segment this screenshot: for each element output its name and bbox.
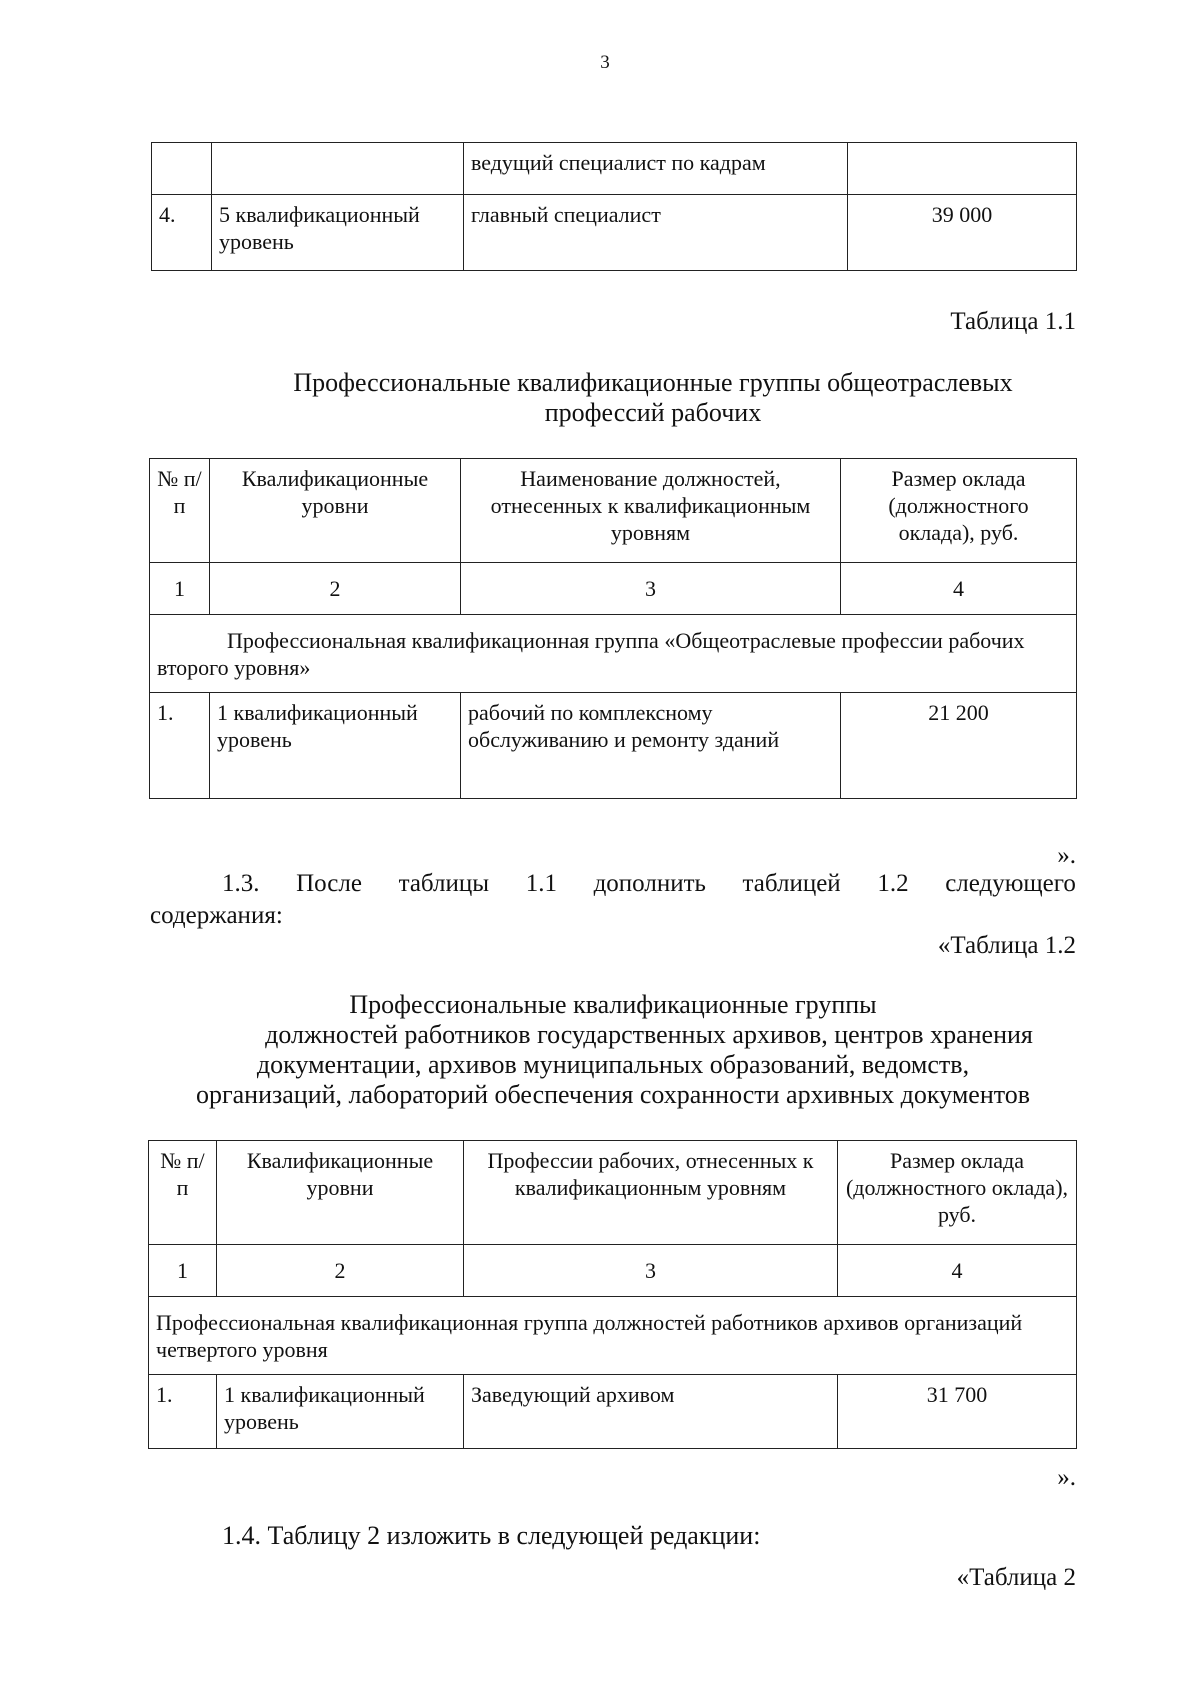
group-label: Профессиональная квалификационная группа должностей работников архивов организаций четвертого уровня (149, 1297, 1077, 1375)
header-row (150, 459, 1077, 563)
table-row (150, 693, 1077, 799)
table-row (152, 143, 1077, 195)
header-cell: Профессии рабочих, отнесенных к квалификационным уровням (464, 1141, 838, 1245)
header-cell: Квалификационные уровни (217, 1141, 464, 1245)
salary-cell: 21 200 (841, 693, 1077, 799)
table-title-line: организаций, лабораторий обеспечения сохранности архивных документов (195, 1080, 1031, 1109)
header-cell: Наименование должностей, отнесенных к квалификационным уровням (461, 459, 841, 563)
page-number: 3 (600, 52, 610, 73)
table-caption: «Таблица 2 (956, 1564, 1076, 1591)
table-title-line: Профессиональные квалификационные группы (349, 990, 877, 1019)
row-number-cell: 1. (149, 1375, 217, 1449)
word: 1.3. (222, 870, 260, 897)
row-number-cell: 4. (152, 195, 212, 271)
group-label (150, 615, 1077, 693)
table-row (152, 195, 1077, 271)
word: таблицы (398, 870, 490, 897)
table-caption: «Таблица 1.2 (937, 932, 1076, 959)
position-cell: Заведующий архивом (464, 1375, 838, 1449)
column-number: 3 (461, 563, 841, 615)
salary-cell: 39 000 (848, 195, 1077, 271)
group-row (150, 615, 1077, 693)
table-title-line: профессий рабочих (544, 398, 762, 427)
table-1-1 (149, 458, 1077, 799)
level-cell: 1 квалификационный уровень (217, 1375, 464, 1449)
table-title-line: должностей работников государственных архивов, центров хранения (265, 1020, 1033, 1049)
column-number: 1 (150, 563, 210, 615)
cell (152, 143, 212, 195)
column-number: 1 (149, 1245, 217, 1297)
paragraph-1-4: 1.4. Таблицу 2 изложить в следующей редакции: (222, 1521, 761, 1550)
row-number-cell: 1. (150, 693, 210, 799)
group-label-text: Профессиональная квалификационная группа «Общеотраслевые профессии рабочих второго уровня» (157, 628, 1025, 680)
header-row (149, 1141, 1077, 1245)
header-cell: Размер оклада (должностного оклада), руб. (838, 1141, 1077, 1245)
column-number-row (150, 563, 1077, 615)
group-row (149, 1297, 1077, 1375)
position-cell: рабочий по комплексному обслуживанию и ремонту зданий (461, 693, 841, 799)
column-number: 2 (210, 563, 461, 615)
word: следующего (945, 870, 1076, 897)
column-number: 4 (838, 1245, 1077, 1297)
column-number: 3 (464, 1245, 838, 1297)
closing-mark: ». (1057, 842, 1076, 869)
closing-mark: ». (1057, 1464, 1076, 1491)
table-caption: Таблица 1.1 (950, 308, 1076, 335)
table-row (149, 1375, 1077, 1449)
top-table (151, 142, 1077, 271)
word: После (296, 870, 362, 897)
paragraph-1-3 (150, 868, 1076, 932)
salary-cell: 31 700 (838, 1375, 1077, 1449)
header-cell: Квалификационные уровни (210, 459, 461, 563)
cell (212, 143, 464, 195)
table-1-2 (148, 1140, 1077, 1449)
header-cell: № п/п (150, 459, 210, 563)
level-cell: 5 квалификационный уровень (212, 195, 464, 271)
word: 1.2 (877, 870, 909, 897)
level-cell: 1 квалификационный уровень (210, 693, 461, 799)
paragraph-line: содержания: (150, 902, 283, 929)
word: таблицей (742, 870, 841, 897)
table-title-line: документации, архивов муниципальных образований, ведомств, (256, 1050, 970, 1079)
position-cell: главный специалист (464, 195, 848, 271)
table-title-line: Профессиональные квалификационные группы общеотраслевых (293, 368, 1013, 397)
column-number: 2 (217, 1245, 464, 1297)
cell (848, 143, 1077, 195)
header-cell: № п/п (149, 1141, 217, 1245)
cell: ведущий специалист по кадрам (464, 143, 848, 195)
column-number: 4 (841, 563, 1077, 615)
word: дополнить (593, 870, 706, 897)
column-number-row (149, 1245, 1077, 1297)
word: 1.1 (525, 870, 557, 897)
header-cell: Размер оклада (должностного оклада), руб. (841, 459, 1077, 563)
